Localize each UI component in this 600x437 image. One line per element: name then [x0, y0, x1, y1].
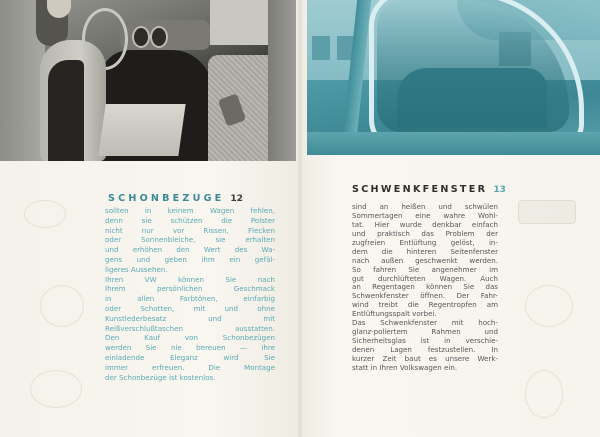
section-heading-schonbezuge [108, 193, 243, 204]
text-line: nicht nur vor Rissen, Flecken [105, 225, 275, 235]
faint-illustration [30, 370, 82, 408]
heading-title: SCHONBEZUGE [108, 193, 225, 204]
text-line: ligeres Aussehen. [105, 264, 168, 274]
text-line: immer erfreuen. Die Montage [105, 362, 275, 372]
seat-covers-photo [0, 0, 296, 161]
photo-gauge-icon [150, 26, 168, 48]
swing-window-photo [307, 0, 600, 155]
text-line: So fahren Sie angenehmer im [352, 265, 498, 274]
text-line: Entlüftungsspalt vorbei. [352, 310, 437, 319]
page-fold [297, 0, 303, 437]
photo-window [210, 0, 268, 45]
body-text-left [105, 206, 275, 382]
text-line: zugfreien Entlüftung gelöst, in- [352, 238, 498, 247]
text-line: kurzer Zeit baut es unsere Werk- [352, 354, 498, 363]
text-line: und erhöhen den Wert des Wa- [105, 245, 275, 255]
faint-illustration [24, 200, 66, 228]
photo-seat-cushion [98, 104, 185, 156]
text-line: sind an heißen und schwülen [352, 203, 498, 211]
text-line: an Regentagen können Sie das [352, 283, 498, 292]
text-line: oder Sonnenbleiche, sie erhalten [105, 235, 275, 245]
text-line: Kunstlederbesatz und mit [105, 313, 275, 323]
body-text-right [352, 203, 498, 373]
photo-door-pillar [268, 0, 296, 161]
text-line: Ihrem persönlichen Geschmack [105, 284, 275, 294]
text-line: statt in Ihren Volkswagen ein. [352, 363, 458, 372]
text-line: Das Schwenkfenster mit hoch- [352, 319, 498, 328]
heading-title: SCHWENKFENSTER [352, 184, 488, 195]
photo-gauge-icon [132, 26, 150, 48]
faint-illustration [40, 285, 84, 327]
faint-illustration [525, 370, 563, 418]
page-number: 12 [230, 194, 243, 204]
text-line: Sicherheitsglas ist in verschie- [352, 337, 498, 346]
text-line: Ihren VW können Sie nach [105, 274, 275, 284]
text-line: wind treibt die Regentropfen am [352, 301, 498, 310]
faint-illustration [525, 285, 573, 327]
text-line: Schwenkfenster öffnen. Der Fahr- [352, 292, 498, 301]
photo-building-window [312, 36, 330, 60]
text-line: und praktisch das Problem der [352, 229, 498, 238]
text-line: einladende Eleganz wird Sie [105, 352, 275, 362]
text-line: Sommertagen eine wahre Wohl- [352, 211, 498, 220]
page-number: 13 [493, 185, 506, 195]
text-line: nach außen geschwenkt werden. [352, 256, 498, 265]
text-line: tat. Hier wurde denkbar einfach [352, 220, 498, 229]
text-line: gens und geben ihm ein gefäl- [105, 254, 275, 264]
text-line: sollten in keinem Wagen fehlen, [105, 206, 275, 215]
text-line: denen Lagen festzustellen. In [352, 346, 498, 354]
text-line: Den Kauf von Schonbezügen [105, 333, 275, 343]
text-line: der Schonbezüge ist kostenlos. [105, 372, 216, 382]
photo-seat-shadow [48, 60, 84, 161]
text-line: gut durchlüfteten Wagen. Auch [352, 274, 498, 283]
section-heading-schwenkfenster [352, 184, 506, 195]
text-line: oder Schotten, mit und ohne [105, 303, 275, 313]
text-line: werden Sie nie bereuen — ihre [105, 343, 275, 353]
faint-illustration [518, 200, 576, 224]
text-line: Reißverschlußtaschen ausstatten. [105, 323, 275, 333]
text-line: in allen Farbtönen, einfarbig [105, 294, 275, 304]
text-line: denn sie schützen die Polster [105, 215, 275, 225]
photo-car-body [307, 132, 600, 155]
text-line: glanz-poliertem Rahmen und [352, 328, 498, 337]
text-line: dem die hinteren Seitenfenster [352, 247, 498, 256]
